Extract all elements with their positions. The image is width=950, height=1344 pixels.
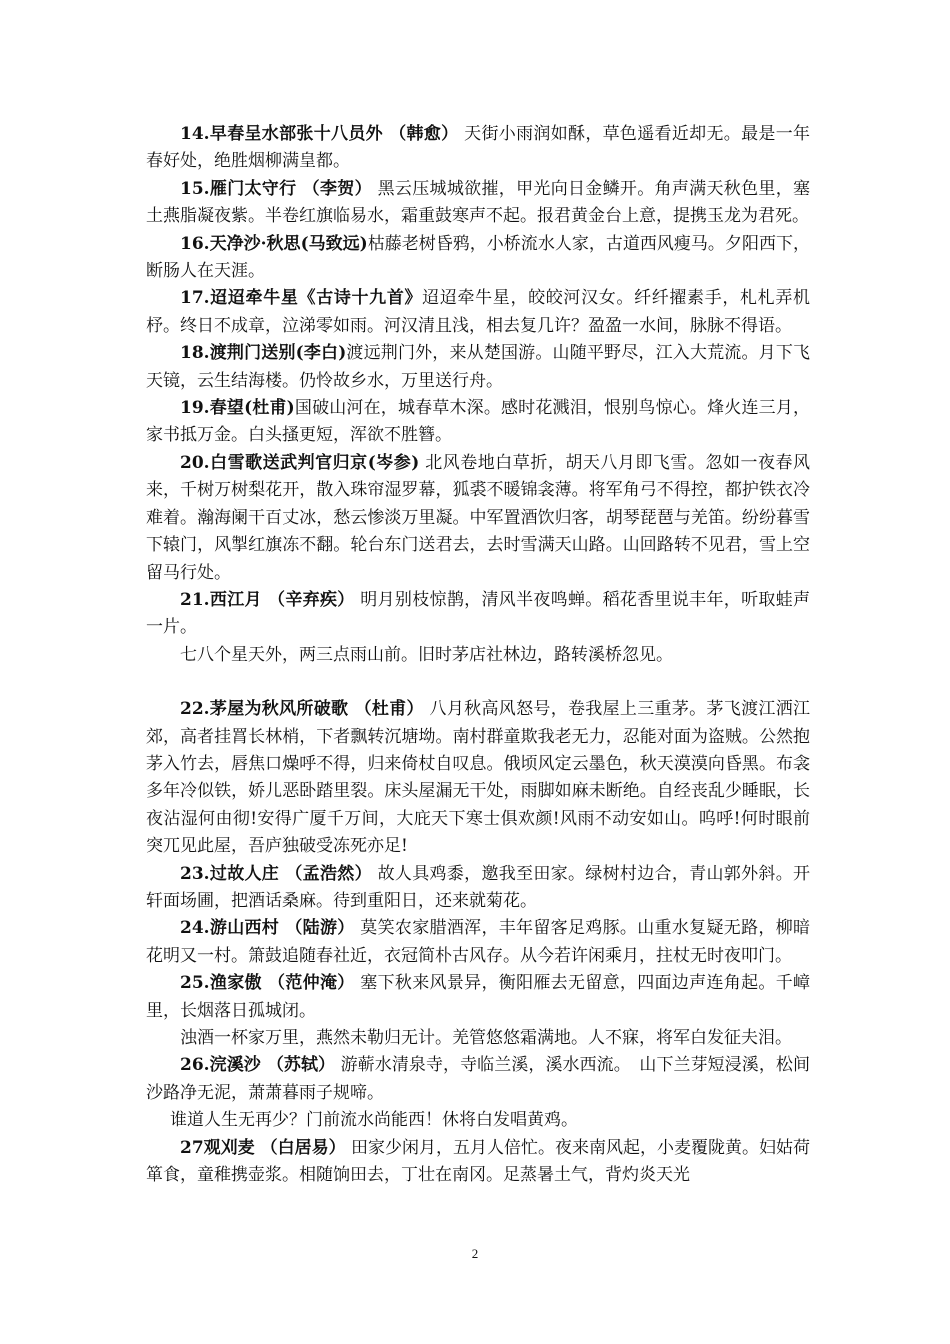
poem-title: 19.春望(杜甫): [180, 398, 295, 419]
poem-24: [146, 915, 810, 970]
poem-title: 14.早春呈水部张十八员外 （韩愈）: [180, 124, 459, 144]
poem-22: [146, 696, 810, 860]
poem-text: 游蕲水清泉寺，寺临兰溪，溪水西流。 山下兰芽短浸溪，松间沙路净无泥，萧萧暮雨子规啼。: [146, 1055, 811, 1103]
poem-text: 渡远荆门外，来从楚国游。山随平野尽，江入大荒流。月下飞天镜，云生结海楼。仍怜故乡水，万里送行舟。: [146, 343, 810, 391]
poem-title: 22.茅屋为秋风所破歌 （杜甫）: [180, 699, 424, 720]
poem-20: [146, 450, 810, 587]
poem-21-continuation: 七八个星天外，两三点雨山前。旧时茅店社林边，路转溪桥忽见。: [180, 644, 673, 665]
poem-text: 田家少闲月，五月人倍忙。夜来南风起，小麦覆陇黄。妇姑荷箪食，童稚携壶浆。相随饷田去，丁壮在南冈。足蒸暑土气，背灼炎天光: [146, 1137, 811, 1186]
poem-text: 明月别枝惊鹊，清风半夜鸣蝉。稻花香里说丰年，听取蛙声一片。: [146, 589, 810, 638]
poem-title: 24.游山西村 （陆游）: [180, 918, 355, 939]
poem-text: 八月秋高风怒号，卷我屋上三重茅。茅飞渡江洒江郊，高者挂罥长林梢，下者飘转沉塘坳。南村群童欺我老无力，忍能对面为盗贼。公然抱茅入竹去，唇焦口燥呼不得，归来倚杖自叹息。俄顷风定云墨色，秋天漠漠向昏黑。布衾多年冷似铁，娇儿恶卧踏里裂。床头屋漏无干处，雨脚如麻未断绝。自经丧乱少睡眠，长夜沾湿何由彻!安得广厦千万间，大庇天下寒士俱欢颜!风雨不动安如山。呜呼!何时眼前突兀见此屋，吾庐独破受冻死亦足!: [146, 699, 811, 857]
poem-26: [146, 1052, 810, 1107]
poem-title: 23.过故人庄 （孟浩然）: [180, 863, 372, 884]
poem-title: 15.雁门太守行 （李贺）: [180, 178, 372, 199]
poem-title: 27观刈麦 （白居易）: [180, 1137, 346, 1158]
poem-14: [146, 121, 810, 176]
poem-title: 16.天净沙·秋思(马致远): [180, 233, 368, 254]
poem-21: [146, 587, 810, 642]
poem-text: 故人具鸡黍，邀我至田家。绿树村边合，青山郭外斜。开轩面场圃，把酒话桑麻。待到重阳日，还来就菊花。: [146, 863, 811, 911]
poem-23: [146, 861, 810, 916]
poem-text: 黑云压城城欲摧，甲光向日金鳞开。角声满天秋色里，塞土燕脂凝夜紫。半卷红旗临易水，霜重鼓寒声不起。报君黄金台上意，提携玉龙为君死。: [146, 178, 811, 227]
poem-26-continuation: 谁道人生无再少？门前流水尚能西！休将白发唱黄鸡。: [170, 1110, 578, 1131]
poem-title: 17.迢迢牵牛星《古诗十九首》: [180, 288, 423, 309]
poem-text: 莫笑农家腊酒浑，丰年留客足鸡豚。山重水复疑无路，柳暗花明又一村。箫鼓追随春社近，衣冠简朴古风存。从今若许闲乘月，拄杖无时夜叩门。: [146, 918, 810, 966]
poem-text: 北风卷地白草折，胡天八月即飞雪。忽如一夜春风来，千树万树梨花开，散入珠帘湿罗幕，狐裘不暖锦衾薄。将军角弓不得控，都护铁衣冷难着。瀚海阑干百丈冰，愁云惨淡万里凝。中军置酒饮归客，胡琴琵琶与羌笛。纷纷暮雪下辕门，风掣红旗冻不翻。轮台东门送君去，去时雪满天山路。山回路转不见君，雪上空留马行处。: [146, 452, 811, 583]
poem-25: [146, 970, 810, 1025]
poem-text: 天街小雨润如酥，草色遥看近却无。最是一年春好处，绝胜烟柳满皇都。: [146, 124, 811, 172]
poem-text: 迢迢牵牛星，皎皎河汉女。纤纤擢素手，札札弄机杼。终日不成章，泣涕零如雨。河汉清且浅，相去复几许？盈盈一水间，脉脉不得语。: [146, 288, 811, 336]
poem-title: 20.白雪歌送武判官归京(岑参): [180, 452, 420, 473]
poem-18: [146, 340, 810, 395]
poem-27: [146, 1135, 810, 1190]
poem-title: 21.西江月 （辛弃疾）: [180, 589, 355, 610]
poem-text: 枯藤老树昏鸦，小桥流水人家，古道西风瘦马。夕阳西下，断肠人在天涯。: [146, 233, 810, 282]
poem-15: [146, 176, 810, 231]
poem-19: [146, 395, 810, 450]
poem-title: 25.渔家傲 （范仲淹）: [180, 973, 355, 994]
poem-text: 塞下秋来风景异，衡阳雁去无留意，四面边声连角起。千嶂里，长烟落日孤城闭。: [146, 973, 810, 1021]
poem-title: 18.渡荆门送别(李白): [180, 343, 347, 364]
page-number: 2: [471, 1246, 479, 1261]
poem-16: [146, 231, 810, 286]
poem-text: 国破山河在，城春草木深。感时花溅泪，恨别鸟惊心。烽火连三月，家书抵万金。白头搔更短，浑欲不胜簪。: [146, 398, 810, 446]
poem-25-continuation: 浊酒一杯家万里，燕然未勒归无计。羌管悠悠霜满地。人不寐，将军白发征夫泪。: [180, 1028, 792, 1048]
poem-title: 26.浣溪沙 （苏轼）: [180, 1055, 336, 1076]
document-body: [146, 121, 810, 1189]
blank-line: [146, 669, 810, 696]
poem-17: [146, 285, 810, 340]
